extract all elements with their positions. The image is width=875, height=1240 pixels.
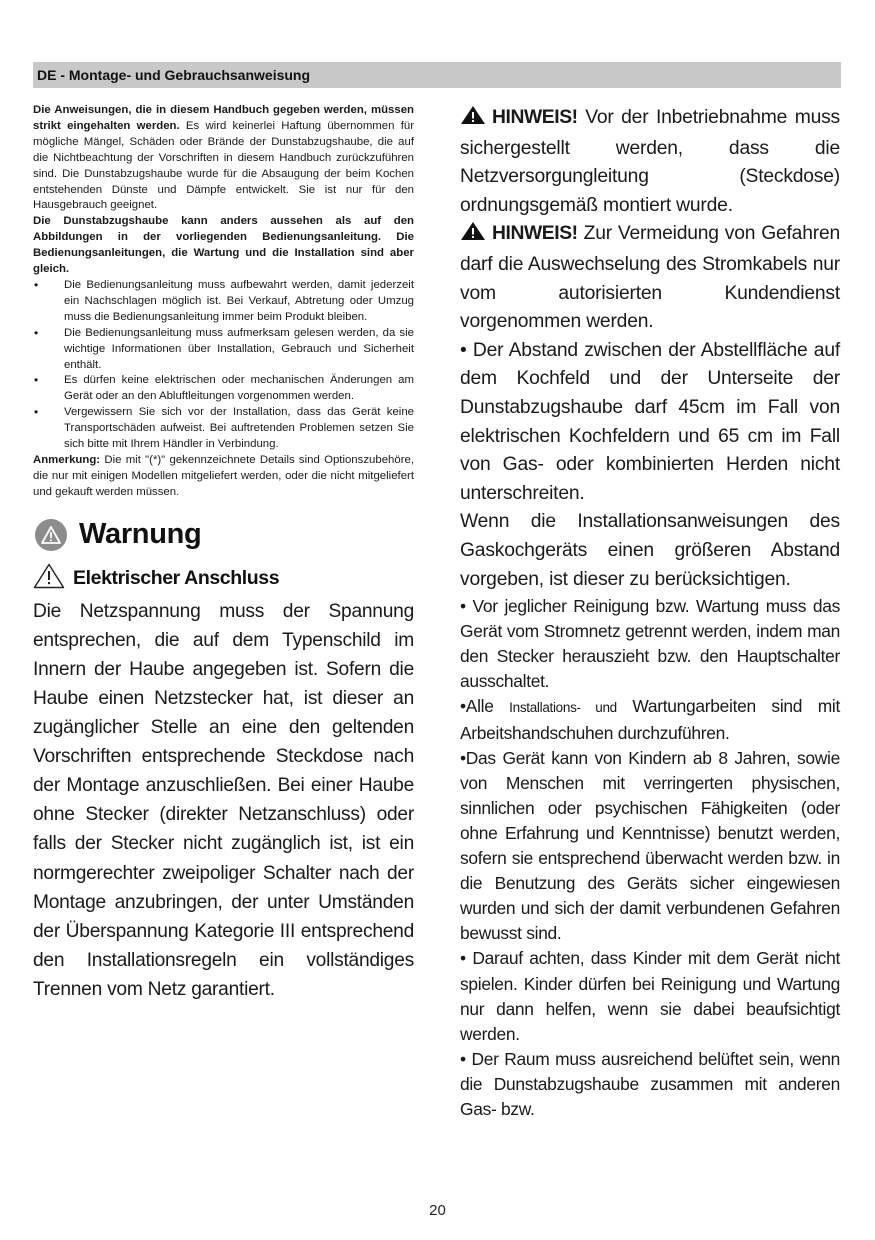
intro-block (33, 103, 414, 501)
warning-triangle-icon (460, 105, 486, 135)
upper-instructions (460, 104, 840, 594)
list-item (33, 373, 414, 405)
appearance-notice-text: Die Dunstabzugshaube kann anders aussehen als auf den Abbildungen in der vorliegenden Bedienungsanleitung. Die Bedienungsanleitungen, die Wartung und die Installation sind aber gleich. (33, 215, 414, 276)
warning-triangle-outline-icon (33, 563, 65, 594)
list-item-text: Die Bedienungsanleitung muss aufmerksam gelesen werden, da sie wichtige Informationen über Installation, Gebrauch und Sicherheit enthält. (64, 326, 414, 371)
warning-circle-icon (35, 519, 67, 551)
list-item-text: Es dürfen keine elektrischen oder mechanischen Änderungen am Gerät oder an den Abluftleitungen vorgenommen werden. (64, 374, 414, 403)
section-header (33, 62, 841, 88)
install-paragraph: Wenn die Installationsanweisungen des Gaskochgeräts einen größeren Abstand vorgeben, ist dieser zu berücksichtigen. (460, 511, 840, 590)
hinweis-paragraph-1 (460, 104, 840, 220)
hinweis-label: HINWEIS! (492, 107, 578, 128)
bullet-dot: • (34, 277, 39, 292)
gloves-text-a: •Alle (460, 696, 510, 717)
electrical-heading (33, 565, 414, 593)
room-paragraph: • Der Raum muss ausreichend belüftet sein, wenn die Dunstabzugshaube zusammen mit anderen Gas- bzw. (460, 1048, 840, 1119)
list-item (33, 326, 414, 374)
cleaning-paragraph: • Vor jeglicher Reinigung bzw. Wartung muss das Gerät vom Stromnetz getrennt werden, indem man den Stecker herauszieht bzw. den Hauptschalter ausschaltet. (460, 596, 840, 692)
list-item-text: Vergewissern Sie sich vor der Installation, dass das Gerät keine Transportschäden aufweist. Bei auftretenden Problemen setzen Sie sich bitte mit Ihrem Händler in Verbindung. (64, 406, 414, 451)
note-label: Anmerkung: (33, 453, 101, 466)
appearance-notice (33, 214, 414, 278)
instructions-list (33, 278, 414, 453)
intro-text: Es wird keinerlei Haftung übernommen für mögliche Mängel, Schäden oder Brände der Dunstabzugshaube, die auf die Nichtbeachtung der Vorschriften in diesem Handbuch zurückzuführen sind. Die Dunstabzugshaube wurde für die Absaugung der beim Kochen entstehenden Dünste und Dämpfe entwickelt. Sie ist nur für den Hausgebrauch geeignet. (33, 119, 414, 212)
electrical-title: Elektrischer Anschluss (73, 567, 280, 590)
gloves-text-b: Installations- und (509, 700, 617, 716)
page-number: 20 (429, 1202, 446, 1219)
hinweis1-text: Vor der Inbetriebnahme muss sichergestellt werden, dass die Netzversorgungleitung (Steckdose) ordnungsgemäß montiert wurde. (460, 107, 840, 216)
note-paragraph (33, 453, 414, 501)
list-item (33, 278, 414, 326)
bullet-dot: • (34, 373, 39, 388)
section-title: DE - Montage- und Gebrauchsanweisung (37, 67, 311, 83)
bullet-dot: • (34, 325, 39, 340)
list-item-text: Die Bedienungsanleitung muss aufbewahrt werden, damit jederzeit ein Nachschlagen möglich ist. Bei Verkauf, Abtretung oder Umzug muss die Bedienungsanleitung immer beim Produkt bleiben. (64, 278, 414, 323)
electrical-text: Die Netzspannung muss der Spannung entsprechen, die auf dem Typenschild im Innern der Haube angegeben ist. Sofern die Haube einen Netzstecker hat, ist dieser an zugänglicher Stelle an eine den geltenden Vorschriften entsprechende Steckdose nach der Montage anzuschließen. Bei einer Haube ohne Stecker (direkter Netzanschluss) oder falls der Stecker nicht zugänglich ist, ist ein normgerechter zweipoliger Schalter nach der Montage anzubringen, der unter Umständen der Überspannung Kategorie III entsprechend den Installationsregeln ein vollständiges Trennen vom Netz garantiert. (33, 600, 414, 1000)
lower-instructions (460, 594, 840, 1122)
gloves-text-c: Wartungarbeiten sind mit Arbeitshandschuhen durchzuführen. (460, 696, 840, 743)
right-column (460, 104, 840, 1122)
intro-paragraph (33, 103, 414, 214)
warning-heading (33, 515, 414, 555)
warning-title: Warnung (79, 518, 202, 551)
note-text: Die mit "(*)" gekennzeichnete Details sind Optionszubehöre, die nur mit einigen Modellen mitgeliefert werden, oder die nicht mitgeliefert und gekauft werden müssen. (33, 453, 414, 498)
bullet-dot: • (34, 405, 39, 420)
hinweis-label: HINWEIS! (492, 223, 578, 245)
hinweis-paragraph-2 (460, 220, 840, 336)
left-column (33, 103, 414, 1004)
play-paragraph: • Darauf achten, dass Kinder mit dem Gerät nicht spielen. Kinder dürfen bei Reinigung und Wartung nur dann helfen, wenn sie dabei beaufsichtigt werden. (460, 948, 840, 1044)
list-item (33, 405, 414, 453)
children-paragraph: •Das Gerät kann von Kindern ab 8 Jahren, sowie von Menschen mit verringerten physischen, sinnlichen oder psychischen Fähigkeiten (oder ohne Erfahrung und Kenntnisse) benutzt werden, sofern sie entsprechend überwacht werden bzw. in die Benutzung des Geräts sicher eingewiesen wurden und sich der damit verbundenen Gefahren bewusst sind. (460, 747, 840, 944)
warning-triangle-icon (460, 221, 486, 251)
hinweis2-text: Zur Vermeidung von Gefahren darf die Auswechselung des Stromkabels nur vom autorisierten Kundendienst vorgenommen werden. (460, 223, 840, 333)
distance-paragraph: • Der Abstand zwischen der Abstellfläche auf dem Kochfeld und der Unterseite der Dunstabzugshaube darf 45cm im Fall von elektrischen Kochfeldern und 65 cm im Fall von Gas- oder kombinierten Herden nicht unterschreiten. (460, 339, 840, 504)
intro-bold: Die Anweisungen, die in diesem Handbuch gegeben werden, müssen strikt eingehalten werden. (33, 104, 414, 132)
gloves-paragraph (460, 694, 840, 745)
